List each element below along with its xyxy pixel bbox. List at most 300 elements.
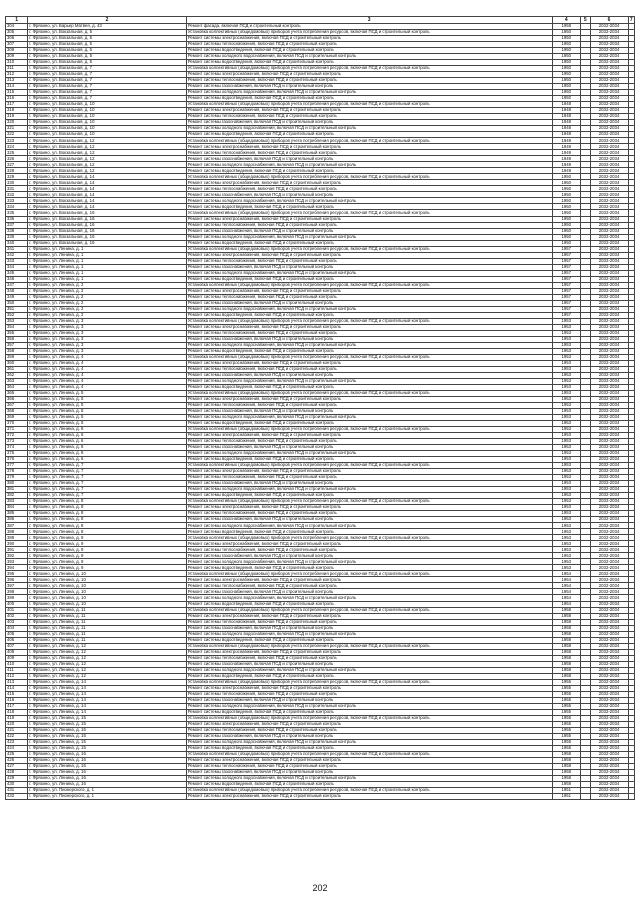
row-number: 366 [6, 396, 28, 402]
period-cell: 2032-2034 [590, 108, 628, 114]
address-cell: г. Фрязино, ул. Ленина, д. 1 [28, 270, 187, 276]
address-cell: г. Фрязино, ул. Вокзальная, д. 14 [28, 198, 187, 204]
row-number: 425 [6, 751, 28, 757]
period-cell: 2032-2034 [590, 258, 628, 264]
work-type-cell: Ремонт системы теплоснабжения, включая ПСД и строительный контроль [186, 763, 552, 769]
address-cell: г. Фрязино, ул. Ленина, д. 9 [28, 535, 187, 541]
period-cell: 2032-2034 [590, 457, 628, 463]
address-cell: г. Фрязино, ул. Ленина, д. 6 [28, 433, 187, 439]
work-type-cell: Ремонт системы водоотведения, включая ПСД и строительный контроль [186, 601, 552, 607]
period-cell: 2032-2034 [590, 42, 628, 48]
year-cell: 1953 [552, 499, 581, 505]
address-cell: г. Фрязино, ул. Ленина, д. 4 [28, 360, 187, 366]
year-cell: 1953 [552, 469, 581, 475]
row-number: 389 [6, 535, 28, 541]
year-cell: 1950 [552, 204, 581, 210]
work-type-cell: Установка коллективных (общедомовых) приборов учета потребления ресурсов, включая ПСД и строительный контроль [186, 102, 552, 108]
work-type-cell: Ремонт системы теплоснабжения, включая ПСД и строительный контроль [186, 114, 552, 120]
year-cell: 1957 [552, 264, 581, 270]
year-cell: 1954 [552, 583, 581, 589]
year-cell: 1953 [552, 487, 581, 493]
row-number: 350 [6, 300, 28, 306]
year-cell: 1949 [552, 144, 581, 150]
row-number: 372 [6, 433, 28, 439]
work-type-cell: Ремонт системы холодного водоснабжения, включая ПСД и строительный контроль [186, 378, 552, 384]
address-cell: г. Фрязино, ул. Ленина, д. 2 [28, 300, 187, 306]
period-cell: 2032-2034 [590, 204, 628, 210]
work-type-cell: Ремонт системы электроснабжения, включая ПСД и строительный контроль [186, 649, 552, 655]
address-cell: г. Фрязино, ул. Ленина, д. 1 [28, 276, 187, 282]
address-cell: г. Фрязино, ул. Пионерского, д. 1 [28, 787, 187, 793]
address-cell: г. Фрязино, ул. Ленина, д. 11 [28, 613, 187, 619]
address-cell: г. Фрязино, ул. Ленина, д. 8 [28, 517, 187, 523]
address-cell: г. Фрязино, ул. Ленина, д. 7 [28, 493, 187, 499]
work-type-cell: Установка коллективных (общедомовых) приборов учета потребления ресурсов, включая ПСД и строительный контроль [186, 174, 552, 180]
address-cell: г. Фрязино, ул. Ленина, д. 15 [28, 739, 187, 745]
work-type-cell: Ремонт системы водоотведения, включая ПСД и строительный контроль [186, 384, 552, 390]
row-number: 313 [6, 78, 28, 84]
period-cell: 2032-2034 [590, 733, 628, 739]
work-type-cell: Ремонт системы газоснабжения, включая ПСД и строительный контроль [186, 733, 552, 739]
period-cell: 2032-2034 [590, 222, 628, 228]
year-cell: 1955 [552, 703, 581, 709]
period-cell: 2032-2034 [590, 120, 628, 126]
period-cell: 2032-2034 [590, 469, 628, 475]
work-type-cell: Ремонт системы холодного водоснабжения, включая ПСД и строительный контроль [186, 54, 552, 60]
period-cell: 2032-2034 [590, 318, 628, 324]
period-cell: 2032-2034 [590, 649, 628, 655]
year-cell: 1953 [552, 529, 581, 535]
address-cell: г. Фрязино, ул. Ленина, д. 12 [28, 673, 187, 679]
address-cell: г. Фрязино, ул. Ленина, д. 1 [28, 246, 187, 252]
period-cell: 2032-2034 [590, 775, 628, 781]
work-type-cell: Установка коллективных (общедомовых) приборов учета потребления ресурсов, включая ПСД и строительный контроль [186, 30, 552, 36]
year-cell: 1958 [552, 631, 581, 637]
work-type-cell: Ремонт системы водоотведения, включая ПСД и строительный контроль [186, 48, 552, 54]
period-cell: 2032-2034 [590, 547, 628, 553]
year-cell: 1953 [552, 445, 581, 451]
column-number-4: 4 [552, 17, 581, 24]
work-type-cell: Установка коллективных (общедомовых) приборов учета потребления ресурсов, включая ПСД и строительный контроль [186, 535, 552, 541]
period-cell: 2032-2034 [590, 342, 628, 348]
period-cell: 2032-2034 [590, 330, 628, 336]
work-type-cell: Ремонт системы газоснабжения, включая ПСД и строительный контроль [186, 481, 552, 487]
year-cell: 1950 [552, 222, 581, 228]
period-cell: 2032-2034 [590, 90, 628, 96]
address-cell: г. Фрязино, ул. Вокзальная, д. 16 [28, 222, 187, 228]
work-type-cell: Установка коллективных (общедомовых) приборов учета потребления ресурсов, включая ПСД и строительный контроль [186, 787, 552, 793]
period-cell: 2032-2034 [590, 451, 628, 457]
period-cell: 2032-2034 [590, 781, 628, 787]
year-cell: 1957 [552, 288, 581, 294]
year-cell: 1948 [552, 102, 581, 108]
year-cell: 1958 [552, 673, 581, 679]
year-cell: 1953 [552, 415, 581, 421]
row-number: 345 [6, 270, 28, 276]
year-cell: 1950 [552, 30, 581, 36]
address-cell: г. Фрязино, ул. Вокзальная, д. 12 [28, 138, 187, 144]
period-cell: 2032-2034 [590, 390, 628, 396]
work-type-cell: Ремонт системы теплоснабжения, включая ПСД и строительный контроль [186, 547, 552, 553]
year-cell: 1953 [552, 402, 581, 408]
period-cell: 2032-2034 [590, 30, 628, 36]
year-cell: 1949 [552, 138, 581, 144]
year-cell: 1953 [552, 390, 581, 396]
year-cell: 1953 [552, 511, 581, 517]
address-cell: г. Фрязино, ул. Ленина, д. 3 [28, 324, 187, 330]
address-cell: г. Фрязино, ул. Ленина, д. 7 [28, 463, 187, 469]
work-type-cell: Ремонт системы теплоснабжения, включая ПСД и строительный контроль [186, 511, 552, 517]
address-cell: г. Фрязино, ул. Ленина, д. 8 [28, 499, 187, 505]
row-number: 325 [6, 150, 28, 156]
period-cell: 2032-2034 [590, 402, 628, 408]
work-type-cell: Ремонт системы электроснабжения, включая ПСД и строительный контроль [186, 505, 552, 511]
year-cell: 1958 [552, 769, 581, 775]
address-cell: г. Фрязино, ул. Пионерского, д. 1 [28, 794, 187, 800]
period-cell: 2032-2034 [590, 583, 628, 589]
year-cell: 1950 [552, 66, 581, 72]
address-cell: г. Фрязино, ул. Вокзальная, д. 10 [28, 126, 187, 132]
year-cell: 1957 [552, 306, 581, 312]
year-cell: 1949 [552, 168, 581, 174]
address-cell: г. Фрязино, ул. Ленина, д. 11 [28, 637, 187, 643]
address-cell: г. Фрязино, ул. Вокзальная, д. 16 [28, 240, 187, 246]
address-cell: г. Фрязино, ул. Ленина, д. 7 [28, 469, 187, 475]
work-type-cell: Ремонт системы холодного водоснабжения, включая ПСД и строительный контроль [186, 234, 552, 240]
period-cell: 2032-2034 [590, 312, 628, 318]
row-number: 343 [6, 258, 28, 264]
row-number: 333 [6, 198, 28, 204]
work-type-cell: Ремонт системы водоотведения, включая ПСД и строительный контроль [186, 673, 552, 679]
work-type-cell: Ремонт системы газоснабжения, включая ПСД и строительный контроль [186, 697, 552, 703]
row-number: 402 [6, 613, 28, 619]
work-type-cell: Установка коллективных (общедомовых) приборов учета потребления ресурсов, включая ПСД и строительный контроль [186, 210, 552, 216]
address-cell: г. Фрязино, ул. Ленина, д. 11 [28, 619, 187, 625]
address-cell: г. Фрязино, ул. Вокзальная, д. 12 [28, 156, 187, 162]
work-type-cell: Ремонт системы холодного водоснабжения, включая ПСД и строительный контроль [186, 198, 552, 204]
work-type-cell: Ремонт системы электроснабжения, включая ПСД и строительный контроль [186, 36, 552, 42]
address-cell: г. Фрязино, ул. Ленина, д. 4 [28, 366, 187, 372]
address-cell: г. Фрязино, ул. Ленина, д. 9 [28, 553, 187, 559]
period-cell: 2032-2034 [590, 150, 628, 156]
year-cell: 1955 [552, 697, 581, 703]
address-cell: г. Фрязино, ул. Вокзальная, д. 7 [28, 78, 187, 84]
year-cell: 1957 [552, 294, 581, 300]
period-cell: 2032-2034 [590, 769, 628, 775]
work-type-cell: Ремонт системы газоснабжения, включая ПСД и строительный контроль [186, 156, 552, 162]
work-type-cell: Ремонт системы холодного водоснабжения, включая ПСД и строительный контроль [186, 703, 552, 709]
address-cell: г. Фрязино, ул. Ленина, д. 15 [28, 727, 187, 733]
row-number: 322 [6, 132, 28, 138]
year-cell: 1957 [552, 252, 581, 258]
address-cell: г. Фрязино, ул. Ленина, д. 3 [28, 330, 187, 336]
year-cell: 1953 [552, 354, 581, 360]
period-cell: 2032-2034 [590, 198, 628, 204]
period-cell: 2032-2034 [590, 282, 628, 288]
period-cell: 2032-2034 [590, 396, 628, 402]
period-cell: 2032-2034 [590, 96, 628, 102]
period-cell: 2032-2034 [590, 511, 628, 517]
year-cell: 1953 [552, 378, 581, 384]
period-cell: 2032-2034 [590, 354, 628, 360]
address-cell: г. Фрязино, ул. Ленина, д. 4 [28, 384, 187, 390]
column-number-7: 7 [629, 16, 633, 23]
address-cell: г. Фрязино, ул. Вокзальная, д. 7 [28, 72, 187, 78]
address-cell: г. Фрязино, ул. Ленина, д. 3 [28, 348, 187, 354]
address-cell: г. Фрязино, ул. Вокзальная, д. 10 [28, 108, 187, 114]
address-cell: г. Фрязино, ул. Ленина, д. 3 [28, 336, 187, 342]
year-cell: 1957 [552, 300, 581, 306]
period-cell: 2032-2034 [590, 72, 628, 78]
year-cell: 1955 [552, 727, 581, 733]
address-cell: г. Фрязино, ул. Ленина, д. 9 [28, 559, 187, 565]
year-cell: 1948 [552, 126, 581, 132]
year-cell: 1950 [552, 216, 581, 222]
address-cell: г. Фрязино, ул. Ленина, д. 14 [28, 703, 187, 709]
year-cell: 1950 [552, 192, 581, 198]
year-cell: 1953 [552, 457, 581, 463]
row-number: 305 [6, 30, 28, 36]
row-number: 375 [6, 451, 28, 457]
row-number: 346 [6, 276, 28, 282]
address-cell: г. Фрязино, ул. Ленина, д. 12 [28, 643, 187, 649]
year-cell: 1950 [552, 240, 581, 246]
row-number: 379 [6, 475, 28, 481]
address-cell: г. Фрязино, ул. Ленина, д. 11 [28, 625, 187, 631]
row-number: 370 [6, 421, 28, 427]
year-cell: 1949 [552, 150, 581, 156]
row-number: 327 [6, 162, 28, 168]
row-number: 368 [6, 409, 28, 415]
row-number: 422 [6, 733, 28, 739]
address-cell: г. Фрязино, ул. Ленина, д. 5 [28, 390, 187, 396]
work-type-cell: Ремонт системы холодного водоснабжения, включая ПСД и строительный контроль [186, 523, 552, 529]
year-cell: 1953 [552, 547, 581, 553]
row-number: 382 [6, 493, 28, 499]
address-cell: г. Фрязино, ул. Ленина, д. 8 [28, 523, 187, 529]
work-type-cell: Ремонт системы электроснабжения, включая ПСД и строительный контроль [186, 216, 552, 222]
address-cell: г. Фрязино, ул. Ленина, д. 2 [28, 312, 187, 318]
row-number: 332 [6, 192, 28, 198]
period-cell: 2032-2034 [590, 625, 628, 631]
year-cell: 1950 [552, 48, 581, 54]
year-cell: 1950 [552, 96, 581, 102]
address-cell: г. Фрязино, ул. Ленина, д. 6 [28, 445, 187, 451]
row-number: 430 [6, 781, 28, 787]
row-number: 317 [6, 102, 28, 108]
row-number: 319 [6, 114, 28, 120]
year-cell: 1954 [552, 601, 581, 607]
year-cell: 1955 [552, 715, 581, 721]
year-cell: 1953 [552, 559, 581, 565]
period-cell: 2032-2034 [590, 228, 628, 234]
period-cell: 2032-2034 [590, 463, 628, 469]
period-cell: 2032-2034 [590, 409, 628, 415]
row-number: 386 [6, 517, 28, 523]
row-number: 413 [6, 679, 28, 685]
year-cell: 1953 [552, 348, 581, 354]
year-cell: 1951 [552, 787, 581, 793]
row-number: 410 [6, 661, 28, 667]
address-cell: г. Фрязино, ул. Ленина, д. 8 [28, 505, 187, 511]
year-cell: 1958 [552, 667, 581, 673]
address-cell: г. Фрязино, ул. Ленина, д. 5 [28, 396, 187, 402]
work-type-cell: Ремонт системы водоотведения, включая ПСД и строительный контроль [186, 637, 552, 643]
period-cell: 2032-2034 [590, 48, 628, 54]
year-cell: 1953 [552, 396, 581, 402]
address-cell: г. Фрязино, ул. Ленина, д. 10 [28, 571, 187, 577]
address-cell: г. Фрязино, ул. Ленина, д. 15 [28, 745, 187, 751]
work-type-cell: Установка коллективных (общедомовых) приборов учета потребления ресурсов, включая ПСД и строительный контроль [186, 499, 552, 505]
address-cell: г. Фрязино, ул. Вокзальная, д. 12 [28, 144, 187, 150]
address-cell: г. Фрязино, ул. Ленина, д. 9 [28, 547, 187, 553]
work-type-cell: Ремонт системы холодного водоснабжения, включая ПСД и строительный контроль [186, 739, 552, 745]
address-cell: г. Фрязино, ул. Ленина, д. 3 [28, 342, 187, 348]
row-number: 369 [6, 415, 28, 421]
row-number: 398 [6, 589, 28, 595]
period-cell: 2032-2034 [590, 54, 628, 60]
row-number: 358 [6, 348, 28, 354]
period-cell: 2032-2034 [590, 264, 628, 270]
row-number: 395 [6, 571, 28, 577]
work-type-cell: Ремонт системы водоотведения, включая ПСД и строительный контроль [186, 60, 552, 66]
address-cell: г. Фрязино, ул. Вокзальная, д. 14 [28, 204, 187, 210]
work-type-cell: Установка коллективных (общедомовых) приборов учета потребления ресурсов, включая ПСД и строительный контроль [186, 751, 552, 757]
row-number: 431 [6, 787, 28, 793]
row-number: 417 [6, 703, 28, 709]
address-cell: г. Фрязино, ул. Ленина, д. 4 [28, 378, 187, 384]
row-number: 357 [6, 342, 28, 348]
work-type-cell: Ремонт системы газоснабжения, включая ПСД и строительный контроль [186, 264, 552, 270]
row-number: 421 [6, 727, 28, 733]
work-type-cell: Ремонт системы теплоснабжения, включая ПСД и строительный контроль [186, 258, 552, 264]
work-type-cell: Установка коллективных (общедомовых) приборов учета потребления ресурсов, включая ПСД и строительный контроль [186, 138, 552, 144]
year-cell: 1953 [552, 372, 581, 378]
row-number: 324 [6, 144, 28, 150]
row-number: 321 [6, 126, 28, 132]
row-number: 344 [6, 264, 28, 270]
row-number: 426 [6, 757, 28, 763]
empty-cell [628, 794, 634, 800]
period-cell: 2032-2034 [590, 132, 628, 138]
work-type-cell: Ремонт системы газоснабжения, включая ПСД и строительный контроль [186, 192, 552, 198]
year-cell: 1953 [552, 451, 581, 457]
period-cell: 2032-2034 [590, 360, 628, 366]
address-cell: г. Фрязино, ул. Вокзальная, д. 14 [28, 174, 187, 180]
row-number: 405 [6, 631, 28, 637]
year-cell: 1950 [552, 210, 581, 216]
address-cell: г. Фрязино, ул. Ленина, д. 1 [28, 252, 187, 258]
year-cell: 1950 [552, 174, 581, 180]
year-cell: 1955 [552, 745, 581, 751]
work-type-cell: Ремонт системы электроснабжения, включая ПСД и строительный контроль [186, 360, 552, 366]
row-number: 314 [6, 84, 28, 90]
row-number: 326 [6, 156, 28, 162]
year-cell: 1950 [552, 198, 581, 204]
period-cell: 2032-2034 [590, 643, 628, 649]
period-cell: 2032-2034 [590, 475, 628, 481]
address-cell: г. Фрязино, ул. Вокзальная, д. 10 [28, 114, 187, 120]
address-cell: г. Фрязино, ул. Ленина, д. 8 [28, 529, 187, 535]
column-number-6: 6 [590, 17, 628, 24]
period-cell: 2032-2034 [590, 276, 628, 282]
year-cell: 1958 [552, 607, 581, 613]
work-type-cell: Установка коллективных (общедомовых) приборов учета потребления ресурсов, включая ПСД и строительный контроль [186, 571, 552, 577]
column-number-5: 5 [581, 17, 591, 24]
year-cell: 1951 [552, 794, 581, 800]
period-cell: 2032-2034 [590, 336, 628, 342]
year-cell: 1950 [552, 42, 581, 48]
row-number: 360 [6, 360, 28, 366]
work-type-cell: Ремонт системы газоснабжения, включая ПСД и строительный контроль [186, 445, 552, 451]
year-cell: 1958 [552, 655, 581, 661]
period-cell: 2032-2034 [590, 619, 628, 625]
period-cell: 2032-2034 [590, 252, 628, 258]
row-number: 371 [6, 427, 28, 433]
address-cell: г. Фрязино, ул. Вокзальная, д. 14 [28, 180, 187, 186]
address-cell: г. Фрязино, ул. Ленина, д. 6 [28, 451, 187, 457]
address-cell: г. Фрязино, ул. Ленина, д. 6 [28, 427, 187, 433]
address-cell: г. Фрязино, ул. Ленина, д. 10 [28, 583, 187, 589]
period-cell: 2032-2034 [590, 493, 628, 499]
year-cell: 1953 [552, 336, 581, 342]
row-number: 347 [6, 282, 28, 288]
row-number: 378 [6, 469, 28, 475]
address-cell: г. Фрязино, ул. Вокзальная, д. 5 [28, 48, 187, 54]
year-cell: 1953 [552, 463, 581, 469]
period-cell: 2032-2034 [590, 553, 628, 559]
row-number: 387 [6, 523, 28, 529]
year-cell: 1953 [552, 493, 581, 499]
year-cell: 1957 [552, 282, 581, 288]
year-cell: 1955 [552, 679, 581, 685]
address-cell: г. Фрязино, ул. Ленина, д. 11 [28, 607, 187, 613]
work-type-cell: Ремонт системы электроснабжения, включая ПСД и строительный контроль [186, 685, 552, 691]
row-number: 392 [6, 553, 28, 559]
row-number: 404 [6, 625, 28, 631]
work-type-cell: Ремонт системы электроснабжения, включая ПСД и строительный контроль [186, 252, 552, 258]
period-cell: 2032-2034 [590, 66, 628, 72]
period-cell: 2032-2034 [590, 685, 628, 691]
address-cell: г. Фрязино, ул. Ленина, д. 16 [28, 763, 187, 769]
work-type-cell: Ремонт системы газоснабжения, включая ПСД и строительный контроль [186, 300, 552, 306]
row-number: 432 [6, 794, 28, 800]
column-number-3: 3 [186, 17, 552, 24]
work-type-cell: Ремонт системы электроснабжения, включая ПСД и строительный контроль [186, 794, 552, 800]
year-cell: 1950 [552, 180, 581, 186]
year-cell: 1953 [552, 541, 581, 547]
row-number: 412 [6, 673, 28, 679]
address-cell: г. Фрязино, ул. Ленина, д. 5 [28, 402, 187, 408]
work-type-cell: Ремонт системы холодного водоснабжения, включая ПСД и строительный контроль [186, 451, 552, 457]
period-cell: 2032-2034 [590, 24, 628, 30]
empty-cell [581, 794, 591, 800]
period-cell: 2032-2034 [590, 162, 628, 168]
address-cell: г. Фрязино, ул. Вокзальная, д. 5 [28, 30, 187, 36]
row-number: 315 [6, 90, 28, 96]
work-type-cell: Ремонт системы электроснабжения, включая ПСД и строительный контроль [186, 144, 552, 150]
year-cell: 1949 [552, 162, 581, 168]
work-type-cell: Ремонт системы газоснабжения, включая ПСД и строительный контроль [186, 336, 552, 342]
work-type-cell: Установка коллективных (общедомовых) приборов учета потребления ресурсов, включая ПСД и строительный контроль [186, 715, 552, 721]
address-cell: г. Фрязино, ул. Вокзальная, д. 5 [28, 42, 187, 48]
year-cell: 1958 [552, 637, 581, 643]
address-cell: г. Фрязино, ул. Ленина, д. 6 [28, 457, 187, 463]
address-cell: г. Фрязино, ул. Ленина, д. 9 [28, 541, 187, 547]
address-cell: г. Фрязино, ул. Ленина, д. 10 [28, 577, 187, 583]
address-cell: г. Фрязино, ул. Барьер Матвея, д. 43 [28, 24, 187, 30]
work-type-cell: Ремонт системы теплоснабжения, включая ПСД и строительный контроль [186, 78, 552, 84]
